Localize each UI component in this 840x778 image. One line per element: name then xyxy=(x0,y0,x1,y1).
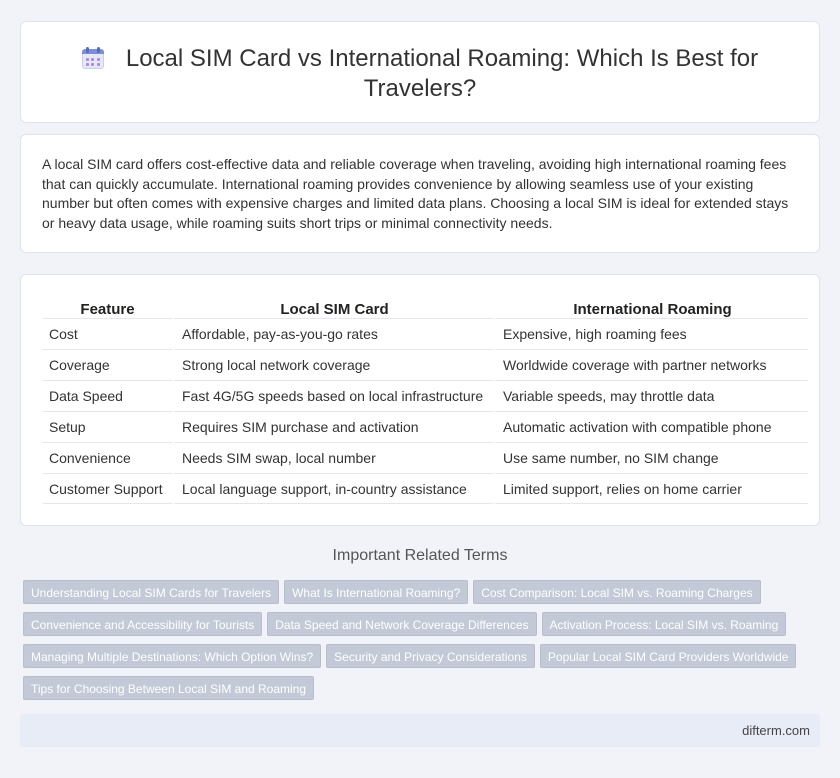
table-row xyxy=(43,349,808,380)
table-row xyxy=(43,318,808,349)
row-local-sim: Local language support, in-country assistance xyxy=(172,473,493,504)
page-title: Local SIM Card vs International Roaming: Which Is Best for Travelers? xyxy=(125,45,759,102)
title-card xyxy=(20,21,820,123)
related-term-link[interactable]: Convenience and Accessibility for Tourists xyxy=(23,612,262,636)
row-roaming: Worldwide coverage with partner networks xyxy=(493,349,808,380)
related-term-link[interactable]: Popular Local SIM Card Providers Worldwide xyxy=(540,644,797,668)
related-term-link[interactable]: Activation Process: Local SIM vs. Roaming xyxy=(542,612,787,636)
row-roaming: Variable speeds, may throttle data xyxy=(493,380,808,411)
row-local-sim: Strong local network coverage xyxy=(172,349,493,380)
row-roaming: Automatic activation with compatible phone xyxy=(493,411,808,442)
intro-card xyxy=(20,134,820,253)
row-roaming: Expensive, high roaming fees xyxy=(493,318,808,349)
comparison-table xyxy=(43,297,808,504)
row-feature: Customer Support xyxy=(43,473,172,504)
table-row xyxy=(43,473,808,504)
related-terms-heading: Important Related Terms xyxy=(332,547,508,564)
related-term-link[interactable]: What Is International Roaming? xyxy=(284,580,468,604)
related-terms-list xyxy=(23,580,823,708)
related-term-link[interactable]: Understanding Local SIM Cards for Travelers xyxy=(23,580,279,604)
comparison-card xyxy=(20,274,820,526)
related-term-link[interactable]: Data Speed and Network Coverage Differences xyxy=(267,612,536,636)
row-local-sim: Needs SIM swap, local number xyxy=(172,442,493,473)
calendar-icon xyxy=(82,47,104,69)
footer-brand[interactable]: difterm.com xyxy=(742,723,810,738)
intro-paragraph: A local SIM card offers cost-effective data and reliable coverage when traveling, avoiding high international roaming fees that can quickly accumulate. International roaming provides convenience by allowing seamless use of your existing number but often comes with expensive charges and limited data plans. Choosing a local SIM is ideal for extended stays or heavy data usage, while roaming suits short trips or minimal connectivity needs. xyxy=(42,156,789,231)
related-term-link[interactable]: Cost Comparison: Local SIM vs. Roaming Charges xyxy=(473,580,760,604)
row-roaming: Use same number, no SIM change xyxy=(493,442,808,473)
header-roaming: International Roaming xyxy=(493,297,808,318)
row-feature: Cost xyxy=(43,318,172,349)
header-local-sim: Local SIM Card xyxy=(172,297,493,318)
related-term-link[interactable]: Tips for Choosing Between Local SIM and Roaming xyxy=(23,676,314,700)
row-roaming: Limited support, relies on home carrier xyxy=(493,473,808,504)
table-header-row xyxy=(43,297,808,318)
header-feature: Feature xyxy=(80,301,135,318)
row-feature: Data Speed xyxy=(43,380,172,411)
row-local-sim: Affordable, pay-as-you-go rates xyxy=(172,318,493,349)
table-row xyxy=(43,442,808,473)
row-feature: Convenience xyxy=(43,442,172,473)
table-row xyxy=(43,411,808,442)
related-term-link[interactable]: Security and Privacy Considerations xyxy=(326,644,535,668)
related-term-link[interactable]: Managing Multiple Destinations: Which Option Wins? xyxy=(23,644,321,668)
row-feature: Coverage xyxy=(43,349,172,380)
page-title-wrap xyxy=(21,44,819,104)
row-local-sim: Fast 4G/5G speeds based on local infrastructure xyxy=(172,380,493,411)
footer xyxy=(20,714,820,747)
row-local-sim: Requires SIM purchase and activation xyxy=(172,411,493,442)
table-row xyxy=(43,380,808,411)
row-feature: Setup xyxy=(43,411,172,442)
